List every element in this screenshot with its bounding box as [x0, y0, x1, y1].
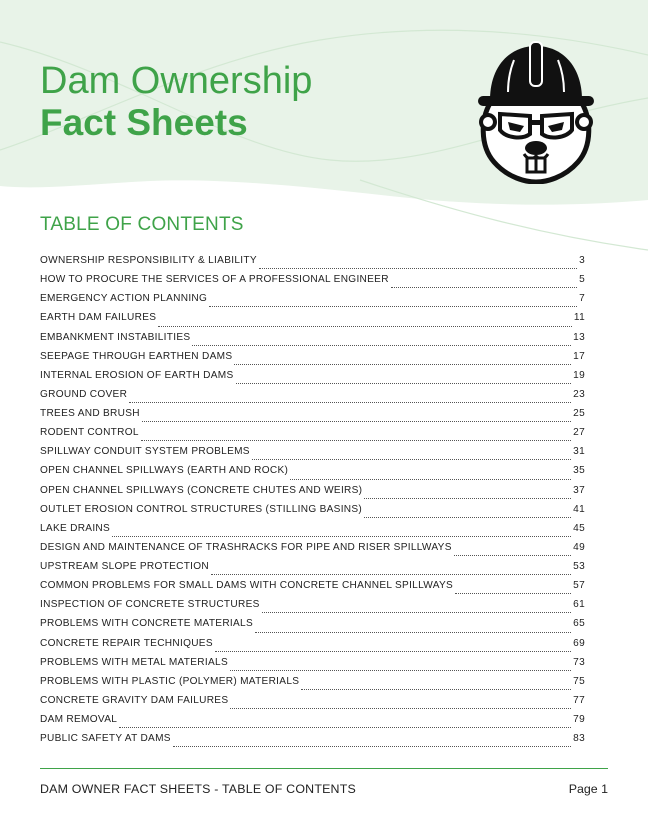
toc-entry-title: SEEPAGE THROUGH EARTHEN DAMS: [40, 350, 233, 362]
toc-entry-title: GROUND COVER: [40, 388, 128, 400]
toc-entry[interactable]: [40, 465, 585, 484]
toc-dot-leader: [364, 516, 571, 518]
toc-entry-page: 41: [573, 503, 585, 515]
toc-entry-page: 31: [573, 446, 585, 458]
toc-entry[interactable]: [40, 638, 585, 657]
toc-entry-title: UPSTREAM SLOPE PROTECTION: [40, 561, 210, 572]
footer-divider: [40, 768, 608, 769]
toc-dot-leader: [236, 382, 572, 384]
toc-dot-leader: [262, 611, 572, 613]
toc-entry-title: TREES AND BRUSH: [40, 408, 140, 419]
footer-document-label: DAM OWNER FACT SHEETS - TABLE OF CONTENTS: [40, 782, 356, 796]
toc-entry-title: PROBLEMS WITH CONCRETE MATERIALS: [40, 618, 253, 630]
toc-entry[interactable]: [40, 332, 585, 351]
toc-entry-title: PROBLEMS WITH PLASTIC (POLYMER) MATERIALS: [40, 675, 300, 687]
toc-entry-title: OWNERSHIP RESPONSIBILITY & LIABILITY: [40, 255, 257, 266]
toc-dot-leader: [112, 535, 571, 537]
toc-entry-title: EARTH DAM FAILURES: [40, 312, 157, 324]
toc-entry-title: EMERGENCY ACTION PLANNING: [40, 293, 208, 305]
toc-entry-title: INTERNAL EROSION OF EARTH DAMS: [40, 369, 234, 381]
toc-entry-page: 13: [573, 331, 585, 343]
toc-entry-page: 35: [573, 465, 585, 477]
toc-entry[interactable]: [40, 714, 585, 733]
toc-dot-leader: [129, 401, 571, 403]
toc-dot-leader: [141, 439, 571, 441]
toc-entry[interactable]: [40, 618, 585, 637]
toc-dot-leader: [234, 363, 571, 365]
toc-entry[interactable]: [40, 408, 585, 427]
toc-dot-leader: [301, 688, 571, 690]
toc-entry-title: OPEN CHANNEL SPILLWAYS (CONCRETE CHUTES AND WEIRS): [40, 484, 363, 496]
toc-entry[interactable]: [40, 370, 585, 389]
toc-entry-page: 7: [579, 293, 585, 305]
toc-entry-title: OPEN CHANNEL SPILLWAYS (EARTH AND ROCK): [40, 465, 289, 477]
toc-entry-page: 45: [573, 522, 585, 534]
toc-entry[interactable]: [40, 446, 585, 465]
toc-entry[interactable]: [40, 599, 585, 618]
toc-entry-page: 75: [573, 675, 585, 687]
toc-dot-leader: [364, 497, 571, 499]
toc-heading: TABLE OF CONTENTS: [40, 214, 244, 235]
toc-dot-leader: [215, 650, 571, 652]
toc-entry[interactable]: [40, 657, 585, 676]
toc-dot-leader: [391, 286, 577, 288]
toc-entry-title: SPILLWAY CONDUIT SYSTEM PROBLEMS: [40, 446, 250, 458]
toc-dot-leader: [192, 344, 571, 346]
toc-dot-leader: [255, 631, 571, 633]
toc-dot-leader: [142, 420, 571, 422]
document-title-line1: Dam Ownership: [40, 60, 313, 102]
toc-entry-title: DAM REMOVAL: [40, 714, 118, 725]
toc-dot-leader: [230, 707, 571, 709]
toc-entry-page: 69: [573, 637, 585, 649]
toc-entry-page: 53: [573, 561, 585, 572]
toc-entry[interactable]: [40, 485, 585, 504]
footer-page-number: Page 1: [568, 782, 608, 796]
toc-entry[interactable]: [40, 274, 585, 293]
toc-entry-title: RODENT CONTROL: [40, 427, 139, 439]
toc-entry-title: PROBLEMS WITH METAL MATERIALS: [40, 656, 228, 668]
toc-entry-page: 65: [573, 618, 585, 630]
toc-entry[interactable]: [40, 312, 585, 331]
toc-entry-title: LAKE DRAINS: [40, 522, 111, 534]
toc-entry[interactable]: [40, 580, 585, 599]
toc-entry-title: PUBLIC SAFETY AT DAMS: [40, 733, 171, 745]
toc-entry-page: 73: [573, 656, 585, 668]
toc-entry[interactable]: [40, 523, 585, 542]
toc-dot-leader: [454, 554, 571, 556]
toc-entry[interactable]: [40, 676, 585, 695]
toc-entry-page: 79: [573, 714, 585, 725]
toc-entry[interactable]: [40, 504, 585, 523]
toc-dot-leader: [259, 267, 577, 269]
toc-entry[interactable]: [40, 695, 585, 714]
toc-dot-leader: [173, 745, 571, 747]
toc-entry-title: COMMON PROBLEMS FOR SMALL DAMS WITH CONCRETE CHANNEL SPILLWAYS: [40, 580, 454, 592]
toc-dot-leader: [252, 458, 571, 460]
toc-entry-page: 5: [579, 274, 585, 286]
document-title-line2: Fact Sheets: [40, 102, 248, 143]
toc-entry[interactable]: [40, 293, 585, 312]
toc-dot-leader: [119, 726, 571, 728]
toc-entry-title: CONCRETE GRAVITY DAM FAILURES: [40, 694, 229, 706]
toc-dot-leader: [211, 573, 571, 575]
toc-entry-page: 17: [573, 350, 585, 362]
toc-entry-title: CONCRETE REPAIR TECHNIQUES: [40, 637, 213, 649]
toc-dot-leader: [209, 305, 577, 307]
toc-entry-page: 57: [573, 580, 585, 592]
toc-dot-leader: [290, 478, 571, 480]
toc-entry[interactable]: [40, 255, 585, 274]
toc-entry-title: EMBANKMENT INSTABILITIES: [40, 331, 191, 343]
toc-entry-page: 11: [573, 312, 585, 324]
toc-entry-title: DESIGN AND MAINTENANCE OF TRASHRACKS FOR PIPE AND RISER SPILLWAYS: [40, 541, 452, 553]
toc-entry-page: 25: [573, 408, 585, 419]
toc-entry-page: 19: [573, 369, 585, 381]
toc-entry[interactable]: [40, 389, 585, 408]
toc-entry-title: INSPECTION OF CONCRETE STRUCTURES: [40, 599, 260, 611]
toc-entry-page: 61: [573, 599, 585, 611]
toc-entry-page: 23: [573, 388, 585, 400]
toc-entry-page: 3: [579, 255, 585, 266]
toc-dot-leader: [455, 592, 571, 594]
toc-entry-page: 37: [573, 484, 585, 496]
toc-entry[interactable]: [40, 351, 585, 370]
beaver-hardhat-icon: [470, 36, 602, 184]
toc-dot-leader: [230, 669, 571, 671]
toc-entry-page: 49: [573, 541, 585, 553]
toc-entry-page: 27: [573, 427, 585, 439]
toc-dot-leader: [158, 325, 572, 327]
toc-entry[interactable]: [40, 561, 585, 580]
toc-entry[interactable]: [40, 542, 585, 561]
toc-entry-page: 83: [573, 733, 585, 745]
toc-entry-page: 77: [573, 694, 585, 706]
toc-list: [40, 255, 585, 752]
toc-entry[interactable]: [40, 733, 585, 752]
toc-entry-title: OUTLET EROSION CONTROL STRUCTURES (STILLING BASINS): [40, 503, 363, 515]
toc-entry-title: HOW TO PROCURE THE SERVICES OF A PROFESSIONAL ENGINEER: [40, 274, 389, 286]
toc-entry[interactable]: [40, 427, 585, 446]
